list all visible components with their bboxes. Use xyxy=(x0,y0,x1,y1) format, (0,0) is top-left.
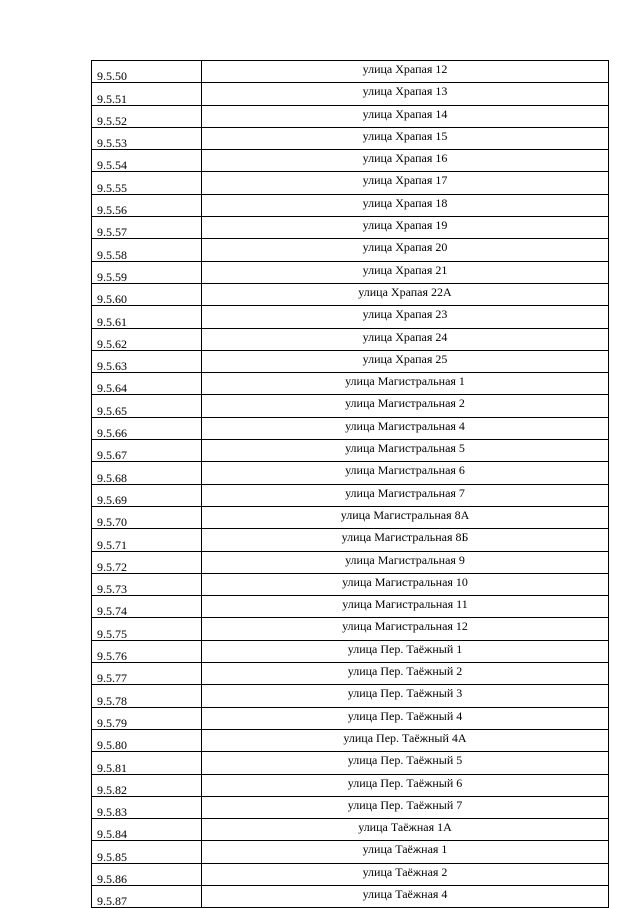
row-number-cell: 9.5.87 xyxy=(92,885,202,907)
table-row xyxy=(92,261,609,283)
table-row xyxy=(92,774,609,796)
table-row xyxy=(92,83,609,105)
row-number-cell: 9.5.68 xyxy=(92,462,202,484)
table-body xyxy=(92,61,609,908)
table-row xyxy=(92,573,609,595)
row-address-cell: улица Храпая 17 xyxy=(202,172,609,194)
table-row xyxy=(92,484,609,506)
row-number-cell: 9.5.63 xyxy=(92,350,202,372)
row-address-cell: улица Храпая 14 xyxy=(202,105,609,127)
row-number-cell: 9.5.84 xyxy=(92,819,202,841)
row-address-cell: улица Пер. Таёжный 4 xyxy=(202,707,609,729)
row-number-cell: 9.5.73 xyxy=(92,573,202,595)
table-row xyxy=(92,127,609,149)
row-number-cell: 9.5.83 xyxy=(92,796,202,818)
row-address-cell: улица Магистральная 8А xyxy=(202,506,609,528)
row-number-cell: 9.5.78 xyxy=(92,685,202,707)
table-row xyxy=(92,417,609,439)
row-number-cell: 9.5.82 xyxy=(92,774,202,796)
table-row xyxy=(92,796,609,818)
row-address-cell: улица Таёжная 1 xyxy=(202,841,609,863)
row-address-cell: улица Храпая 16 xyxy=(202,150,609,172)
table-row xyxy=(92,707,609,729)
row-address-cell: улица Магистральная 9 xyxy=(202,551,609,573)
row-number-cell: 9.5.56 xyxy=(92,194,202,216)
row-address-cell: улица Храпая 18 xyxy=(202,194,609,216)
table-row xyxy=(92,283,609,305)
row-number-cell: 9.5.50 xyxy=(92,61,202,83)
row-number-cell: 9.5.64 xyxy=(92,373,202,395)
address-table xyxy=(91,60,609,908)
table-row xyxy=(92,328,609,350)
table-row xyxy=(92,350,609,372)
row-address-cell: улица Храпая 22А xyxy=(202,283,609,305)
table-row xyxy=(92,105,609,127)
row-number-cell: 9.5.58 xyxy=(92,239,202,261)
table-row xyxy=(92,217,609,239)
row-address-cell: улица Пер. Таёжный 5 xyxy=(202,752,609,774)
row-number-cell: 9.5.86 xyxy=(92,863,202,885)
row-address-cell: улица Магистральная 6 xyxy=(202,462,609,484)
row-address-cell: улица Храпая 21 xyxy=(202,261,609,283)
row-number-cell: 9.5.75 xyxy=(92,618,202,640)
table-row xyxy=(92,551,609,573)
row-address-cell: улица Храпая 25 xyxy=(202,350,609,372)
table-row xyxy=(92,729,609,751)
row-address-cell: улица Пер. Таёжный 6 xyxy=(202,774,609,796)
table-row xyxy=(92,440,609,462)
row-number-cell: 9.5.76 xyxy=(92,640,202,662)
row-number-cell: 9.5.70 xyxy=(92,506,202,528)
row-address-cell: улица Магистральная 5 xyxy=(202,440,609,462)
row-address-cell: улица Пер. Таёжный 3 xyxy=(202,685,609,707)
table-row xyxy=(92,239,609,261)
row-address-cell: улица Магистральная 4 xyxy=(202,417,609,439)
row-number-cell: 9.5.59 xyxy=(92,261,202,283)
row-address-cell: улица Храпая 24 xyxy=(202,328,609,350)
table-row xyxy=(92,863,609,885)
row-address-cell: улица Храпая 13 xyxy=(202,83,609,105)
row-number-cell: 9.5.71 xyxy=(92,529,202,551)
row-number-cell: 9.5.51 xyxy=(92,83,202,105)
table-row xyxy=(92,506,609,528)
row-address-cell: улица Храпая 20 xyxy=(202,239,609,261)
row-number-cell: 9.5.60 xyxy=(92,283,202,305)
table-row xyxy=(92,172,609,194)
row-address-cell: улица Магистральная 2 xyxy=(202,395,609,417)
row-address-cell: улица Таёжная 4 xyxy=(202,885,609,907)
table-row xyxy=(92,529,609,551)
row-number-cell: 9.5.80 xyxy=(92,729,202,751)
row-address-cell: улица Магистральная 8Б xyxy=(202,529,609,551)
row-address-cell: улица Пер. Таёжный 2 xyxy=(202,663,609,685)
row-address-cell: улица Магистральная 7 xyxy=(202,484,609,506)
row-number-cell: 9.5.66 xyxy=(92,417,202,439)
row-address-cell: улица Магистральная 1 xyxy=(202,373,609,395)
table-row xyxy=(92,752,609,774)
row-number-cell: 9.5.79 xyxy=(92,707,202,729)
row-number-cell: 9.5.55 xyxy=(92,172,202,194)
row-address-cell: улица Пер. Таёжный 1 xyxy=(202,640,609,662)
row-number-cell: 9.5.77 xyxy=(92,663,202,685)
row-number-cell: 9.5.74 xyxy=(92,596,202,618)
table-row xyxy=(92,395,609,417)
row-address-cell: улица Магистральная 10 xyxy=(202,573,609,595)
table-row xyxy=(92,373,609,395)
table-row xyxy=(92,841,609,863)
table-row xyxy=(92,663,609,685)
row-address-cell: улица Таёжная 1А xyxy=(202,819,609,841)
table-row xyxy=(92,819,609,841)
row-number-cell: 9.5.52 xyxy=(92,105,202,127)
table-row xyxy=(92,61,609,83)
row-address-cell: улица Таёжная 2 xyxy=(202,863,609,885)
row-number-cell: 9.5.54 xyxy=(92,150,202,172)
row-number-cell: 9.5.53 xyxy=(92,127,202,149)
row-address-cell: улица Храпая 15 xyxy=(202,127,609,149)
row-number-cell: 9.5.69 xyxy=(92,484,202,506)
table-row xyxy=(92,618,609,640)
row-number-cell: 9.5.62 xyxy=(92,328,202,350)
row-number-cell: 9.5.67 xyxy=(92,440,202,462)
row-number-cell: 9.5.85 xyxy=(92,841,202,863)
row-number-cell: 9.5.81 xyxy=(92,752,202,774)
row-number-cell: 9.5.57 xyxy=(92,217,202,239)
row-address-cell: улица Пер. Таёжный 4А xyxy=(202,729,609,751)
table-row xyxy=(92,150,609,172)
table-row xyxy=(92,885,609,907)
row-address-cell: улица Магистральная 12 xyxy=(202,618,609,640)
table-row xyxy=(92,306,609,328)
row-address-cell: улица Храпая 19 xyxy=(202,217,609,239)
row-address-cell: улица Магистральная 11 xyxy=(202,596,609,618)
row-number-cell: 9.5.61 xyxy=(92,306,202,328)
table-row xyxy=(92,596,609,618)
row-address-cell: улица Пер. Таёжный 7 xyxy=(202,796,609,818)
row-number-cell: 9.5.72 xyxy=(92,551,202,573)
table-row xyxy=(92,685,609,707)
row-number-cell: 9.5.65 xyxy=(92,395,202,417)
table-row xyxy=(92,640,609,662)
table-row xyxy=(92,462,609,484)
row-address-cell: улица Храпая 12 xyxy=(202,61,609,83)
table-row xyxy=(92,194,609,216)
row-address-cell: улица Храпая 23 xyxy=(202,306,609,328)
